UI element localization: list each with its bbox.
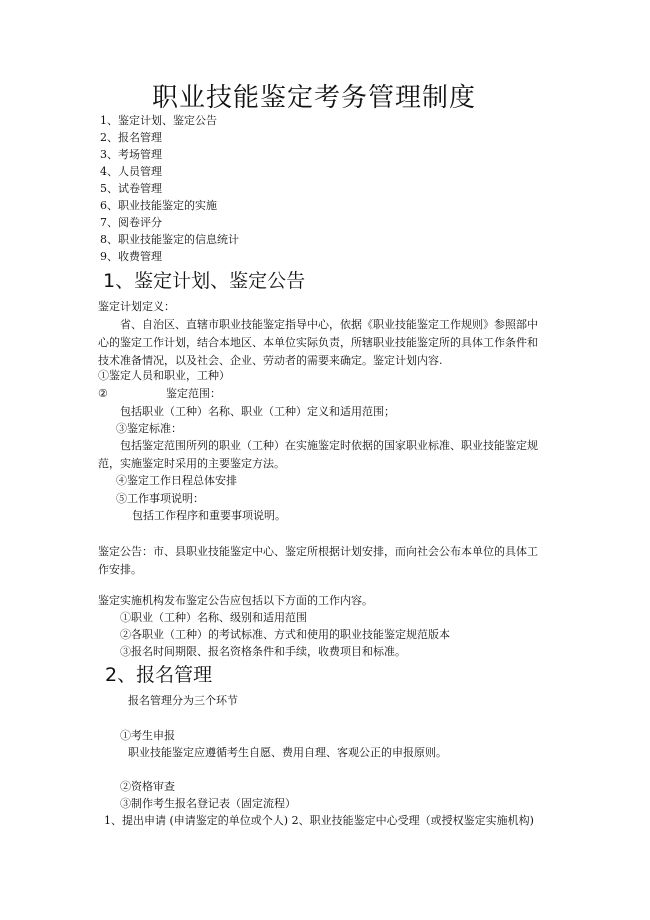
document-title: 职业技能鉴定考务管理制度 — [152, 83, 477, 113]
registration-step-1-text: 职业技能鉴定应遵循考生自愿、费用自理、客观公正的申报原则。 — [128, 746, 447, 759]
plan-item-5-text: 包括工作程序和重要事项说明。 — [132, 509, 286, 522]
plan-item-2-text: 包括职业（工种）名称、职业（工种）定义和适用范围； — [120, 405, 395, 418]
plan-item-2-label: 鉴定范围： — [166, 387, 221, 400]
plan-item-1: ①鉴定人员和职业，工种） — [98, 369, 230, 382]
toc-item: 9、收费管理 — [100, 250, 162, 263]
registration-step-1-label: ①考生申报 — [120, 729, 175, 742]
plan-item-5-label: ⑤工作事项说明： — [116, 492, 204, 505]
toc-item: 3、考场管理 — [100, 148, 162, 161]
definition-label: 鉴定计划定义： — [98, 300, 175, 313]
announcement-item: ①职业（工种）名称、级别和适用范围 — [120, 611, 307, 624]
registration-intro: 报名管理分为三个环节 — [128, 694, 238, 707]
plan-item-4: ④鉴定工作日程总体安排 — [116, 474, 237, 487]
announcement-item: ③报名时间期限、报名资格条件和手续，收费项目和标准。 — [120, 645, 406, 658]
announcement-paragraph: 鉴定公告：市、县职业技能鉴定中心、鉴定所根据计划安排，而向社会公布本单位的具体工作安排。 — [98, 545, 538, 576]
toc-item: 4、人员管理 — [100, 165, 162, 178]
registration-step-2-label: ②资格审查 — [120, 780, 175, 793]
toc-item: 8、职业技能鉴定的信息统计 — [100, 233, 239, 246]
plan-item-3-label: ③鉴定标准： — [116, 422, 182, 435]
announcement-intro: 鉴定实施机构发布鉴定公告应包括以下方面的工作内容。 — [98, 594, 373, 607]
definition-paragraph: 省、自治区、直辖市职业技能鉴定指导中心，依据《职业技能鉴定工作规则》参照部中心的鉴定工作计划，结合本地区、本单位实际负责，所辖职业技能鉴定所的具体工作条件和技术准备情况，以及社会、企业、劳动者的需要来确定。鉴定计划内容. — [98, 318, 538, 367]
toc-item: 1、鉴定计划、鉴定公告 — [100, 114, 217, 127]
toc-item: 5、试卷管理 — [100, 182, 162, 195]
section-heading-2: 2、报名管理 — [105, 664, 213, 686]
registration-flow-line: 1、提出申请 (申请鉴定的单位或个人) 2、职业技能鉴定中心受理（或授权鉴定实施机构) — [104, 814, 534, 827]
toc-item: 7、阅卷评分 — [100, 216, 162, 229]
announcement-item: ②各职业（工种）的考试标准、方式和使用的职业技能鉴定规范版本 — [120, 628, 450, 641]
plan-item-3-text: 包括鉴定范围所列的职业（工种）在实施鉴定时依据的国家职业标准、职业技能鉴定规范，实施鉴定时采用的主要鉴定方法。 — [98, 439, 538, 470]
section-heading-1: 1、鉴定计划、鉴定公告 — [103, 270, 306, 292]
toc-item: 2、报名管理 — [100, 131, 162, 144]
toc-item: 6、职业技能鉴定的实施 — [100, 199, 217, 212]
plan-item-2-number: ② — [98, 387, 108, 400]
registration-step-3-label: ③制作考生报名登记表（固定流程） — [120, 797, 296, 810]
